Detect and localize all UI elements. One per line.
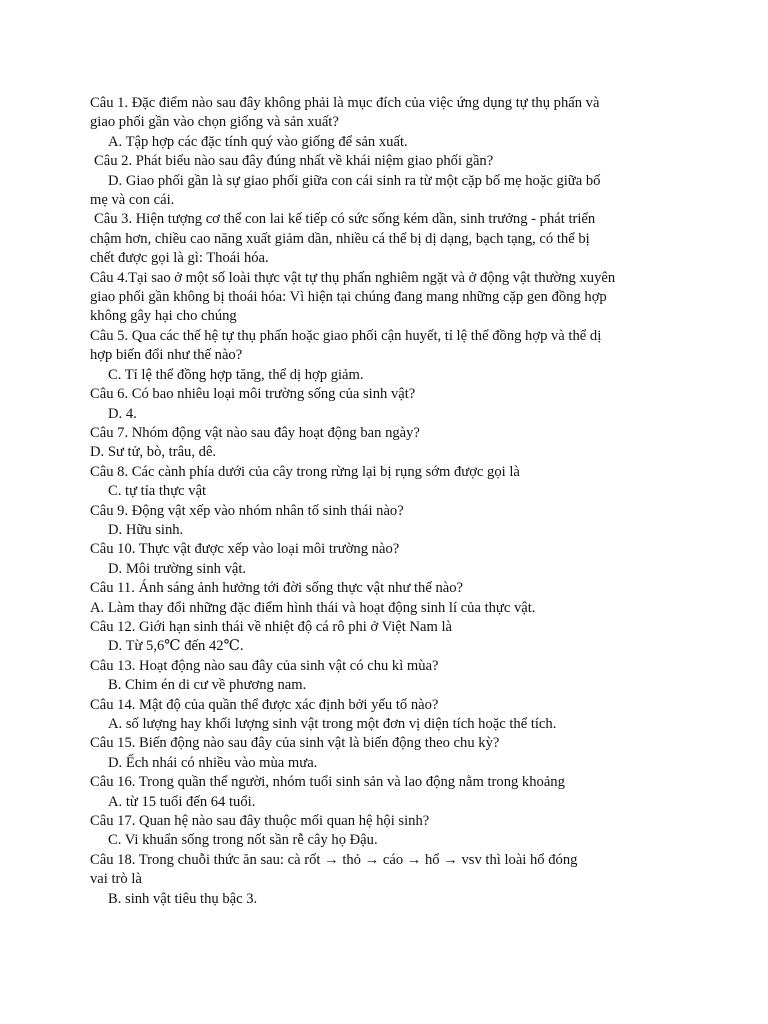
text-line: Câu 11. Ánh sáng ảnh hưởng tới đời sống thực vật như thế nào? <box>90 580 464 597</box>
text-line: Câu 13. Hoạt động nào sau đây của sinh vật có chu kì mùa? <box>90 657 439 674</box>
text-line: chậm hơn, chiều cao năng xuất giảm dần, nhiều cá thể bị dị dạng, bạch tạng, có thể bị <box>90 230 590 247</box>
text-line: Câu 2. Phát biểu nào sau đây đúng nhất về khái niệm giao phối gần? <box>94 153 494 170</box>
text-line: Câu 6. Có bao nhiêu loại môi trường sống của sinh vật? <box>90 386 416 403</box>
text-line: D. Môi trường sinh vật. <box>108 560 247 577</box>
text-line: Câu 18. Trong chuỗi thức ăn sau: cà rốt → thỏ → cáo → hổ → vsv thì loài hổ đóng <box>90 851 578 868</box>
text-line: Câu 1. Đặc điểm nào sau đây không phải là mục đích của việc ứng dụng tự thụ phấn và <box>90 95 600 111</box>
text-line: C. Tỉ lệ thể đồng hợp tăng, thể dị hợp giảm. <box>108 366 364 383</box>
text-line: Câu 8. Các cành phía dưới của cây trong rừng lại bị rụng sớm được gọi là <box>90 463 520 480</box>
text-line: Câu 17. Quan hệ nào sau đây thuộc mối quan hệ hội sinh? <box>90 813 430 830</box>
text-line: Câu 16. Trong quần thể người, nhóm tuổi sinh sản và lao động nằm trong khoảng <box>90 774 565 791</box>
text-line: không gây hại cho chúng <box>90 308 237 325</box>
text-line: A. Tập hợp các đặc tính quý vào giống để sản xuất. <box>108 133 408 150</box>
text-line: D. Ếch nhái có nhiều vào mùa mưa. <box>108 754 318 771</box>
text-line: Câu 14. Mật độ của quần thể được xác định bởi yếu tố nào? <box>90 696 439 713</box>
text-line: B. sinh vật tiêu thụ bậc 3. <box>108 890 258 907</box>
text-line: D. Sư tử, bò, trâu, dê. <box>90 444 217 461</box>
text-line: C. tự tỉa thực vật <box>108 483 207 500</box>
text-line: Câu 4.Tại sao ở một số loài thực vật tự thụ phấn nghiêm ngặt và ở động vật thường xuyên <box>90 269 616 286</box>
text-line: Câu 7. Nhóm động vật nào sau đây hoạt động ban ngày? <box>90 424 420 441</box>
text-line: C. Vi khuẩn sống trong nốt sần rễ cây họ Đậu. <box>108 832 378 849</box>
text-line: D. Giao phối gần là sự giao phối giữa con cái sinh ra từ một cặp bố mẹ hoặc giữa bố <box>108 172 601 189</box>
text-line: D. Hữu sinh. <box>108 521 184 538</box>
text-line: Câu 9. Động vật xếp vào nhóm nhân tố sinh thái nào? <box>90 502 404 519</box>
text-line: A. số lượng hay khối lượng sinh vật trong một đơn vị diện tích hoặc thể tích. <box>108 716 557 732</box>
text-line: chết được gọi là gì: Thoái hóa. <box>90 250 269 267</box>
text-line: D. 4. <box>108 405 137 422</box>
text-line: hợp biến đổi như thế nào? <box>90 347 243 364</box>
text-line: Câu 5. Qua các thế hệ tự thụ phấn hoặc giao phối cận huyết, tỉ lệ thể đồng hợp và thể dị <box>90 327 602 344</box>
text-line: giao phối gần không bị thoái hóa: Vì hiện tại chúng đang mang những cặp gen đồng hợp <box>90 289 607 306</box>
text-line: B. Chim én di cư về phương nam. <box>108 677 307 694</box>
text-line: giao phối gần vào chọn giống và sản xuất? <box>90 114 339 131</box>
text-line: Câu 3. Hiện tượng cơ thể con lai kế tiếp có sức sống kém dần, sinh trưởng - phát triển <box>94 211 596 228</box>
text-line: vai trò là <box>90 871 142 888</box>
text-line: A. Làm thay đổi những đặc điểm hình thái và hoạt động sinh lí của thực vật. <box>90 599 536 616</box>
text-line: A. từ 15 tuổi đến 64 tuổi. <box>108 793 256 810</box>
text-line: Câu 15. Biến động nào sau đây của sinh vật là biến động theo chu kỳ? <box>90 735 500 752</box>
text-line: Câu 10. Thực vật được xếp vào loại môi trường nào? <box>90 541 400 558</box>
question-list <box>90 94 690 909</box>
text-line: mẹ và con cái. <box>90 192 175 209</box>
text-line: Câu 12. Giới hạn sinh thái về nhiệt độ cá rô phi ở Việt Nam là <box>90 618 453 635</box>
text-line: D. Từ 5,6℃ đến 42℃. <box>108 638 244 655</box>
